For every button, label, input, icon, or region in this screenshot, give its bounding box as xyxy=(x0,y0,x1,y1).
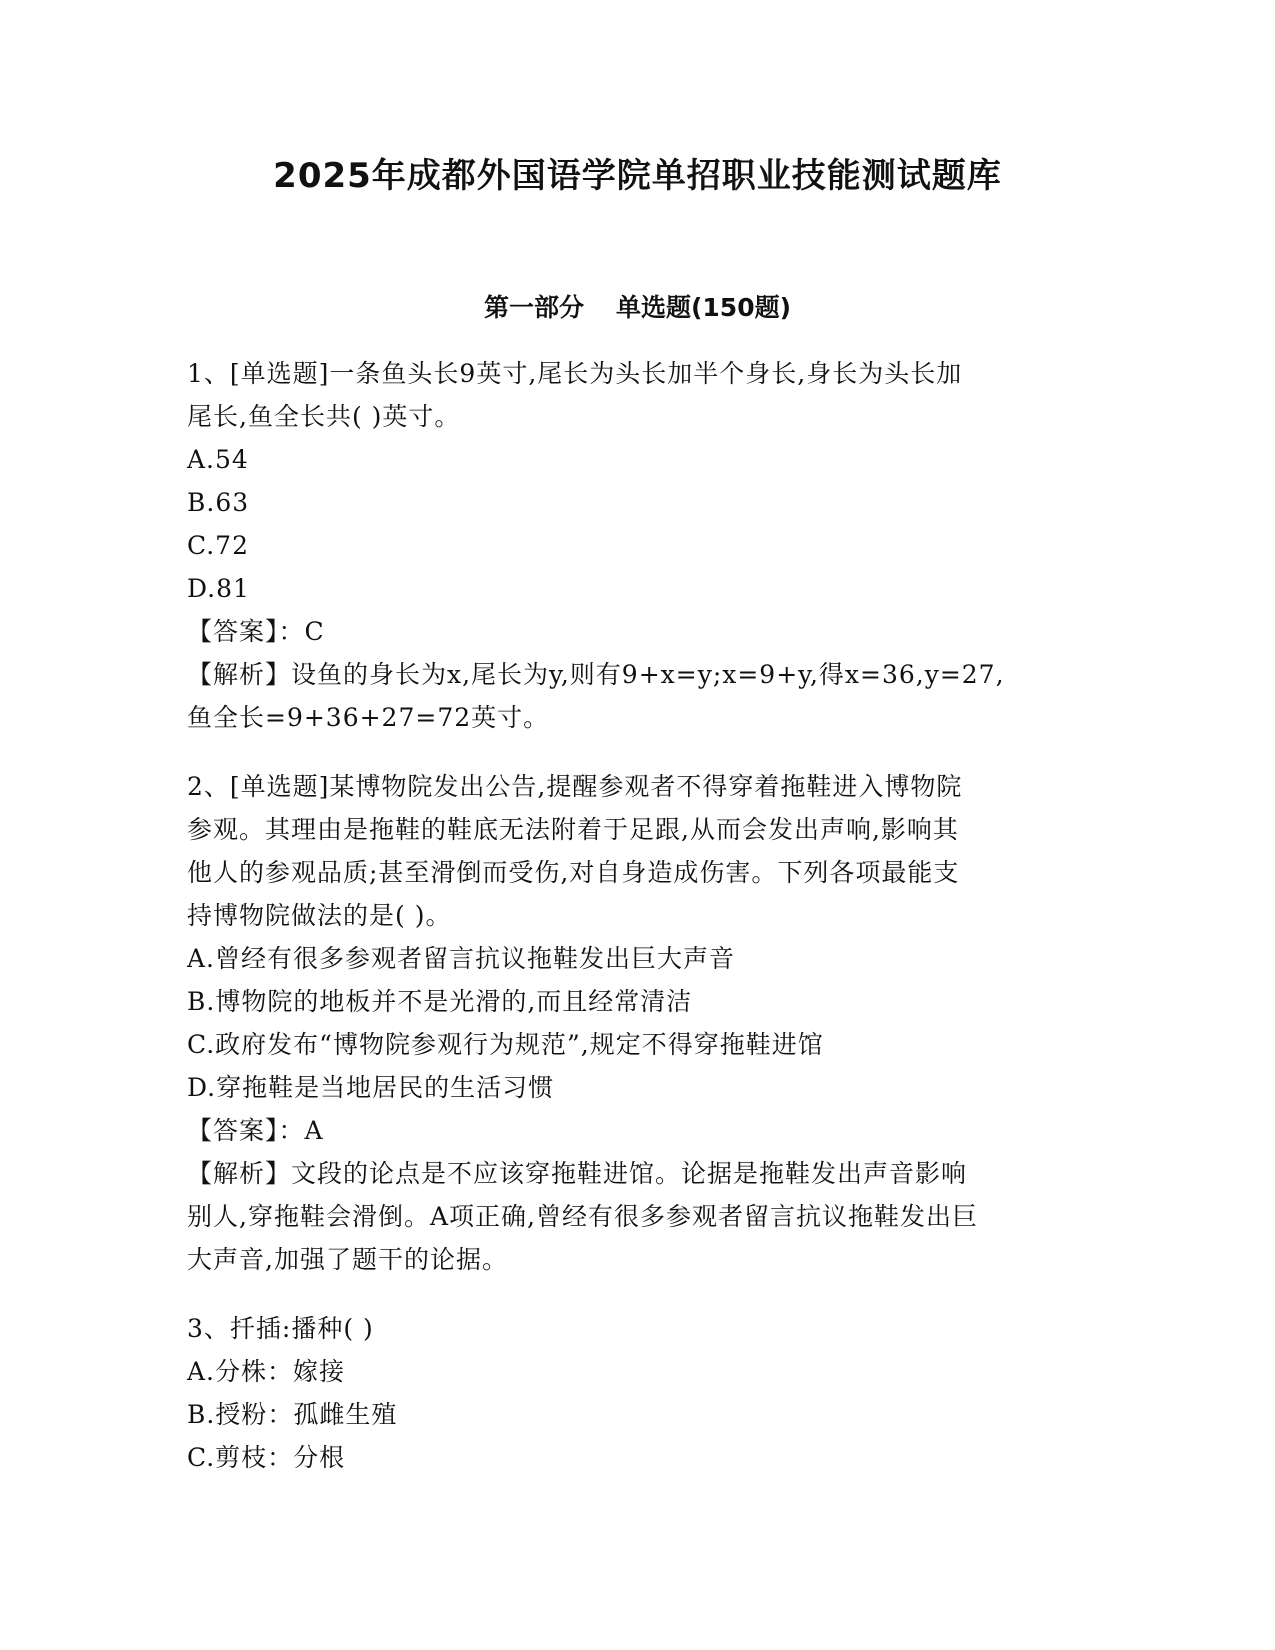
section-part: 第一部分 xyxy=(483,293,584,322)
option-b: B.授粉：孤雌生殖 xyxy=(187,1400,398,1429)
question-spacer xyxy=(187,1281,1087,1307)
document-title: 2025年成都外国语学院单招职业技能测试题库 xyxy=(273,156,1002,196)
question-stem-line: 1、[单选题]一条鱼头长9英寸,尾长为头长加半个身长,身长为头长加 xyxy=(187,359,963,388)
question-stem-line: 3、扦插:播种( ) xyxy=(187,1314,374,1343)
analysis-line: 【解析】设鱼的身长为x,尾长为y,则有9+x=y;x=9+y,得x=36,y=27, xyxy=(187,660,1005,689)
question-stem-line: 尾长,鱼全长共( )英寸。 xyxy=(187,402,461,431)
question-list xyxy=(187,352,1087,1479)
option-c: C.剪枝：分根 xyxy=(187,1443,346,1472)
answer-line: 【答案】：C xyxy=(187,617,325,646)
analysis-line: 大声音,加强了题干的论据。 xyxy=(187,1245,508,1274)
option-a: A.54 xyxy=(187,445,249,474)
option-a: A.曾经有很多参观者留言抗议拖鞋发出巨大声音 xyxy=(187,944,736,973)
option-b: B.63 xyxy=(187,488,250,517)
option-a: A.分株：嫁接 xyxy=(187,1357,346,1386)
option-c: C.政府发布“博物院参观行为规范”,规定不得穿拖鞋进馆 xyxy=(187,1030,824,1059)
question-stem-line: 持博物院做法的是( )。 xyxy=(187,901,452,930)
question-1 xyxy=(187,352,1087,739)
analysis-line: 别人,穿拖鞋会滑倒。A项正确,曾经有很多参观者留言抗议拖鞋发出巨 xyxy=(187,1202,978,1231)
option-b: B.博物院的地板并不是光滑的,而且经常清洁 xyxy=(187,987,693,1016)
analysis-line: 鱼全长=9+36+27=72英寸。 xyxy=(187,703,550,732)
section-name: 单选题(150题) xyxy=(615,293,792,322)
option-d: D.81 xyxy=(187,574,250,603)
question-3 xyxy=(187,1307,1087,1479)
question-stem-line: 2、[单选题]某博物院发出公告,提醒参观者不得穿着拖鞋进入博物院 xyxy=(187,772,963,801)
analysis-line: 【解析】文段的论点是不应该穿拖鞋进馆。论据是拖鞋发出声音影响 xyxy=(187,1159,968,1188)
answer-line: 【答案】：A xyxy=(187,1116,324,1145)
option-c: C.72 xyxy=(187,531,249,560)
question-stem-line: 他人的参观品质;甚至滑倒而受伤,对自身造成伤害。下列各项最能支 xyxy=(187,858,960,887)
question-stem-line: 参观。其理由是拖鞋的鞋底无法附着于足跟,从而会发出声响,影响其 xyxy=(187,815,959,844)
question-2 xyxy=(187,765,1087,1281)
question-spacer xyxy=(187,739,1087,765)
section-heading xyxy=(0,290,1275,326)
option-d: D.穿拖鞋是当地居民的生活习惯 xyxy=(187,1073,555,1102)
